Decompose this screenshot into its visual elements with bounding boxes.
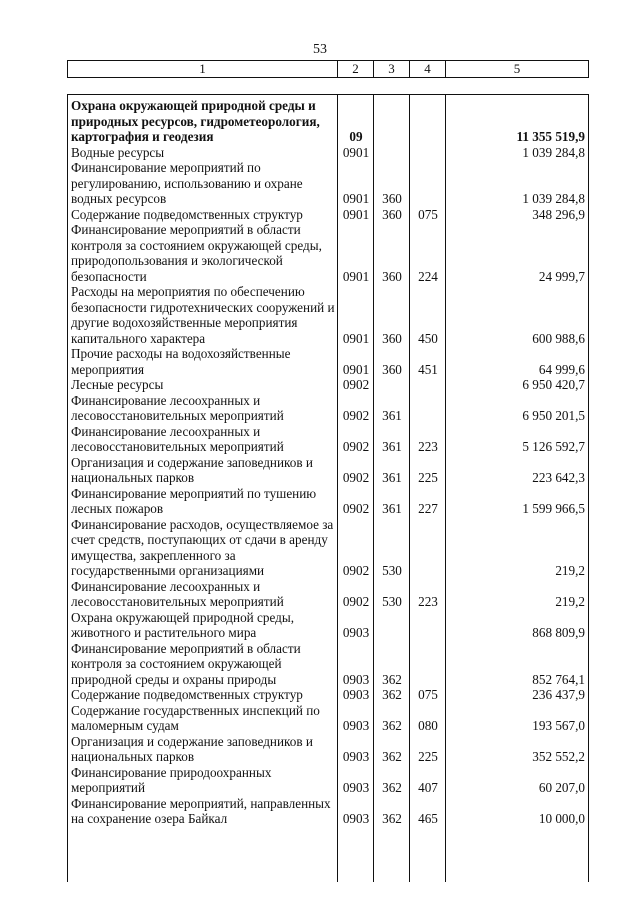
section-code-cell: 0901 [342,144,370,160]
amount-cell: 600 988,6 [532,330,585,346]
table-row [68,377,588,393]
section-code-cell: 0903 [342,780,370,795]
table-row [68,734,588,765]
table-row [68,687,588,703]
amount-cell: 60 207,0 [538,780,585,795]
row-name-cell: Финансирование мероприятий по тушению лесных пожаров [71,485,317,516]
target-code-cell: 360 [382,268,402,284]
target-code-cell: 360 [382,206,402,222]
expense-code-cell: 075 [418,206,438,222]
amount-cell: 5 126 592,7 [522,439,585,454]
section-code-cell: 0903 [342,811,370,826]
target-code-cell: 360 [382,330,402,346]
row-name-cell: Финансирование лесоохранных и лесовосстановительных мероприятий [71,578,284,609]
amount-cell: 1 039 284,8 [522,191,585,206]
expense-code-cell: 223 [418,594,438,609]
amount-cell: 219,2 [555,563,585,578]
amount-cell: 6 950 420,7 [522,377,585,392]
amount-cell: 1 039 284,8 [522,144,585,160]
table-row [68,222,588,284]
row-name-cell: Охрана окружающей природной среды и природных ресурсов, гидрометеорология, картография и геодезия [71,98,320,144]
table-rows [68,94,588,827]
amount-cell: 6 950 201,5 [522,408,585,423]
target-code-cell: 361 [382,439,402,454]
column-header-2: 2 [338,61,374,77]
row-name-cell: Организация и содержание заповедников и национальных парков [71,454,313,485]
section-code-cell: 09 [349,129,363,144]
section-code-cell: 0902 [342,501,370,516]
row-name-cell: Финансирование лесоохранных и лесовосстановительных мероприятий [71,392,284,423]
section-code-cell: 0903 [342,749,370,764]
row-name-cell: Расходы на мероприятия по обеспечению безопасности гидротехнических сооружений и другие водохозяйственные мероприятия капитального характера [71,284,335,346]
section-code-cell: 0903 [342,718,370,733]
section-code-cell: 0902 [342,439,370,454]
expense-code-cell: 407 [418,780,438,795]
row-name-cell: Финансирование расходов, осуществляемое за счет средств, поступающих от сдачи в аренду имущества, закрепленного за государственными организациями [71,516,334,578]
target-code-cell: 530 [382,563,402,578]
expense-code-cell: 227 [418,501,438,516]
section-code-cell: 0901 [342,191,370,206]
section-code-cell: 0901 [342,361,370,377]
table-row [68,346,588,377]
table-row [68,393,588,424]
table-row [68,98,588,145]
table-row [68,517,588,579]
amount-cell: 852 764,1 [532,671,585,687]
row-name-cell: Содержание государственных инспекций по маломерным судам [71,702,320,733]
budget-table [67,60,589,882]
target-code-cell: 361 [382,501,402,516]
target-code-cell: 362 [382,671,402,687]
row-name-cell: Водные ресурсы [71,144,165,160]
table-row [68,486,588,517]
table-row [68,796,588,827]
target-code-cell: 530 [382,594,402,609]
expense-code-cell: 451 [418,361,438,377]
amount-cell: 193 567,0 [532,718,585,733]
row-name-cell: Финансирование лесоохранных и лесовосстановительных мероприятий [71,423,284,454]
row-name-cell: Содержание подведомственных структур [71,687,303,702]
column-header-3: 3 [374,61,410,77]
amount-cell: 10 000,0 [538,811,585,826]
target-code-cell: 361 [382,408,402,423]
target-code-cell: 362 [382,780,402,795]
table-row [68,765,588,796]
target-code-cell: 360 [382,191,402,206]
page-number: 53 [313,42,327,57]
amount-cell: 64 999,6 [538,361,585,377]
table-row [68,284,588,346]
column-header-row [67,60,589,78]
table-row [68,160,588,207]
expense-code-cell: 075 [418,687,438,702]
amount-cell: 352 552,2 [532,749,585,764]
amount-cell: 236 437,9 [532,687,585,702]
expense-code-cell: 450 [418,330,438,346]
section-code-cell: 0902 [342,470,370,485]
section-code-cell: 0903 [342,687,370,702]
section-code-cell: 0901 [342,330,370,346]
expense-code-cell: 225 [418,749,438,764]
section-code-cell: 0903 [342,671,370,687]
row-name-cell: Финансирование мероприятий, направленных на сохранение озера Байкал [71,795,331,826]
section-code-cell: 0903 [342,625,370,640]
section-code-cell: 0902 [342,377,370,392]
row-name-cell: Прочие расходы на водохозяйственные мероприятия [71,346,291,377]
row-name-cell: Организация и содержание заповедников и национальных парков [71,733,313,764]
target-code-cell: 361 [382,470,402,485]
target-code-cell: 360 [382,361,402,377]
table-row [68,207,588,223]
table-row [68,703,588,734]
section-code-cell: 0902 [342,563,370,578]
column-header-1: 1 [68,61,338,77]
target-code-cell: 362 [382,749,402,764]
table-row [68,424,588,455]
section-code-cell: 0901 [342,268,370,284]
row-name-cell: Финансирование мероприятий по регулированию, использованию и охране водных ресурсов [71,160,303,206]
section-code-cell: 0902 [342,408,370,423]
expense-code-cell: 224 [418,268,438,284]
amount-cell: 11 355 519,9 [516,129,585,144]
table-row [68,579,588,610]
row-name-cell: Содержание подведомственных структур [71,206,303,222]
expense-code-cell: 080 [418,718,438,733]
target-code-cell: 362 [382,811,402,826]
column-header-4: 4 [410,61,446,77]
table-row [68,610,588,641]
expense-code-cell: 223 [418,439,438,454]
row-name-cell: Лесные ресурсы [71,377,164,392]
table-row [68,455,588,486]
table-row [68,641,588,688]
section-code-cell: 0902 [342,594,370,609]
row-name-cell: Финансирование природоохранных мероприятий [71,764,272,795]
expense-code-cell: 225 [418,470,438,485]
amount-cell: 348 296,9 [532,206,585,222]
expense-code-cell: 465 [418,811,438,826]
section-code-cell: 0901 [342,206,370,222]
amount-cell: 223 642,3 [532,470,585,485]
target-code-cell: 362 [382,687,402,702]
row-name-cell: Охрана окружающей природной среды, животного и растительного мира [71,609,295,640]
table-row [68,145,588,161]
amount-cell: 1 599 966,5 [522,501,585,516]
column-header-5: 5 [513,61,521,76]
amount-cell: 24 999,7 [538,268,585,284]
table-body [67,94,589,882]
row-name-cell: Финансирование мероприятий в области контроля за состоянием окружающей природной среды и охраны природы [71,640,301,687]
row-name-cell: Финансирование мероприятий в области контроля за состоянием окружающей среды, природопользования и экологической безопасности [71,222,322,284]
target-code-cell: 362 [382,718,402,733]
amount-cell: 868 809,9 [532,625,585,640]
amount-cell: 219,2 [555,594,585,609]
